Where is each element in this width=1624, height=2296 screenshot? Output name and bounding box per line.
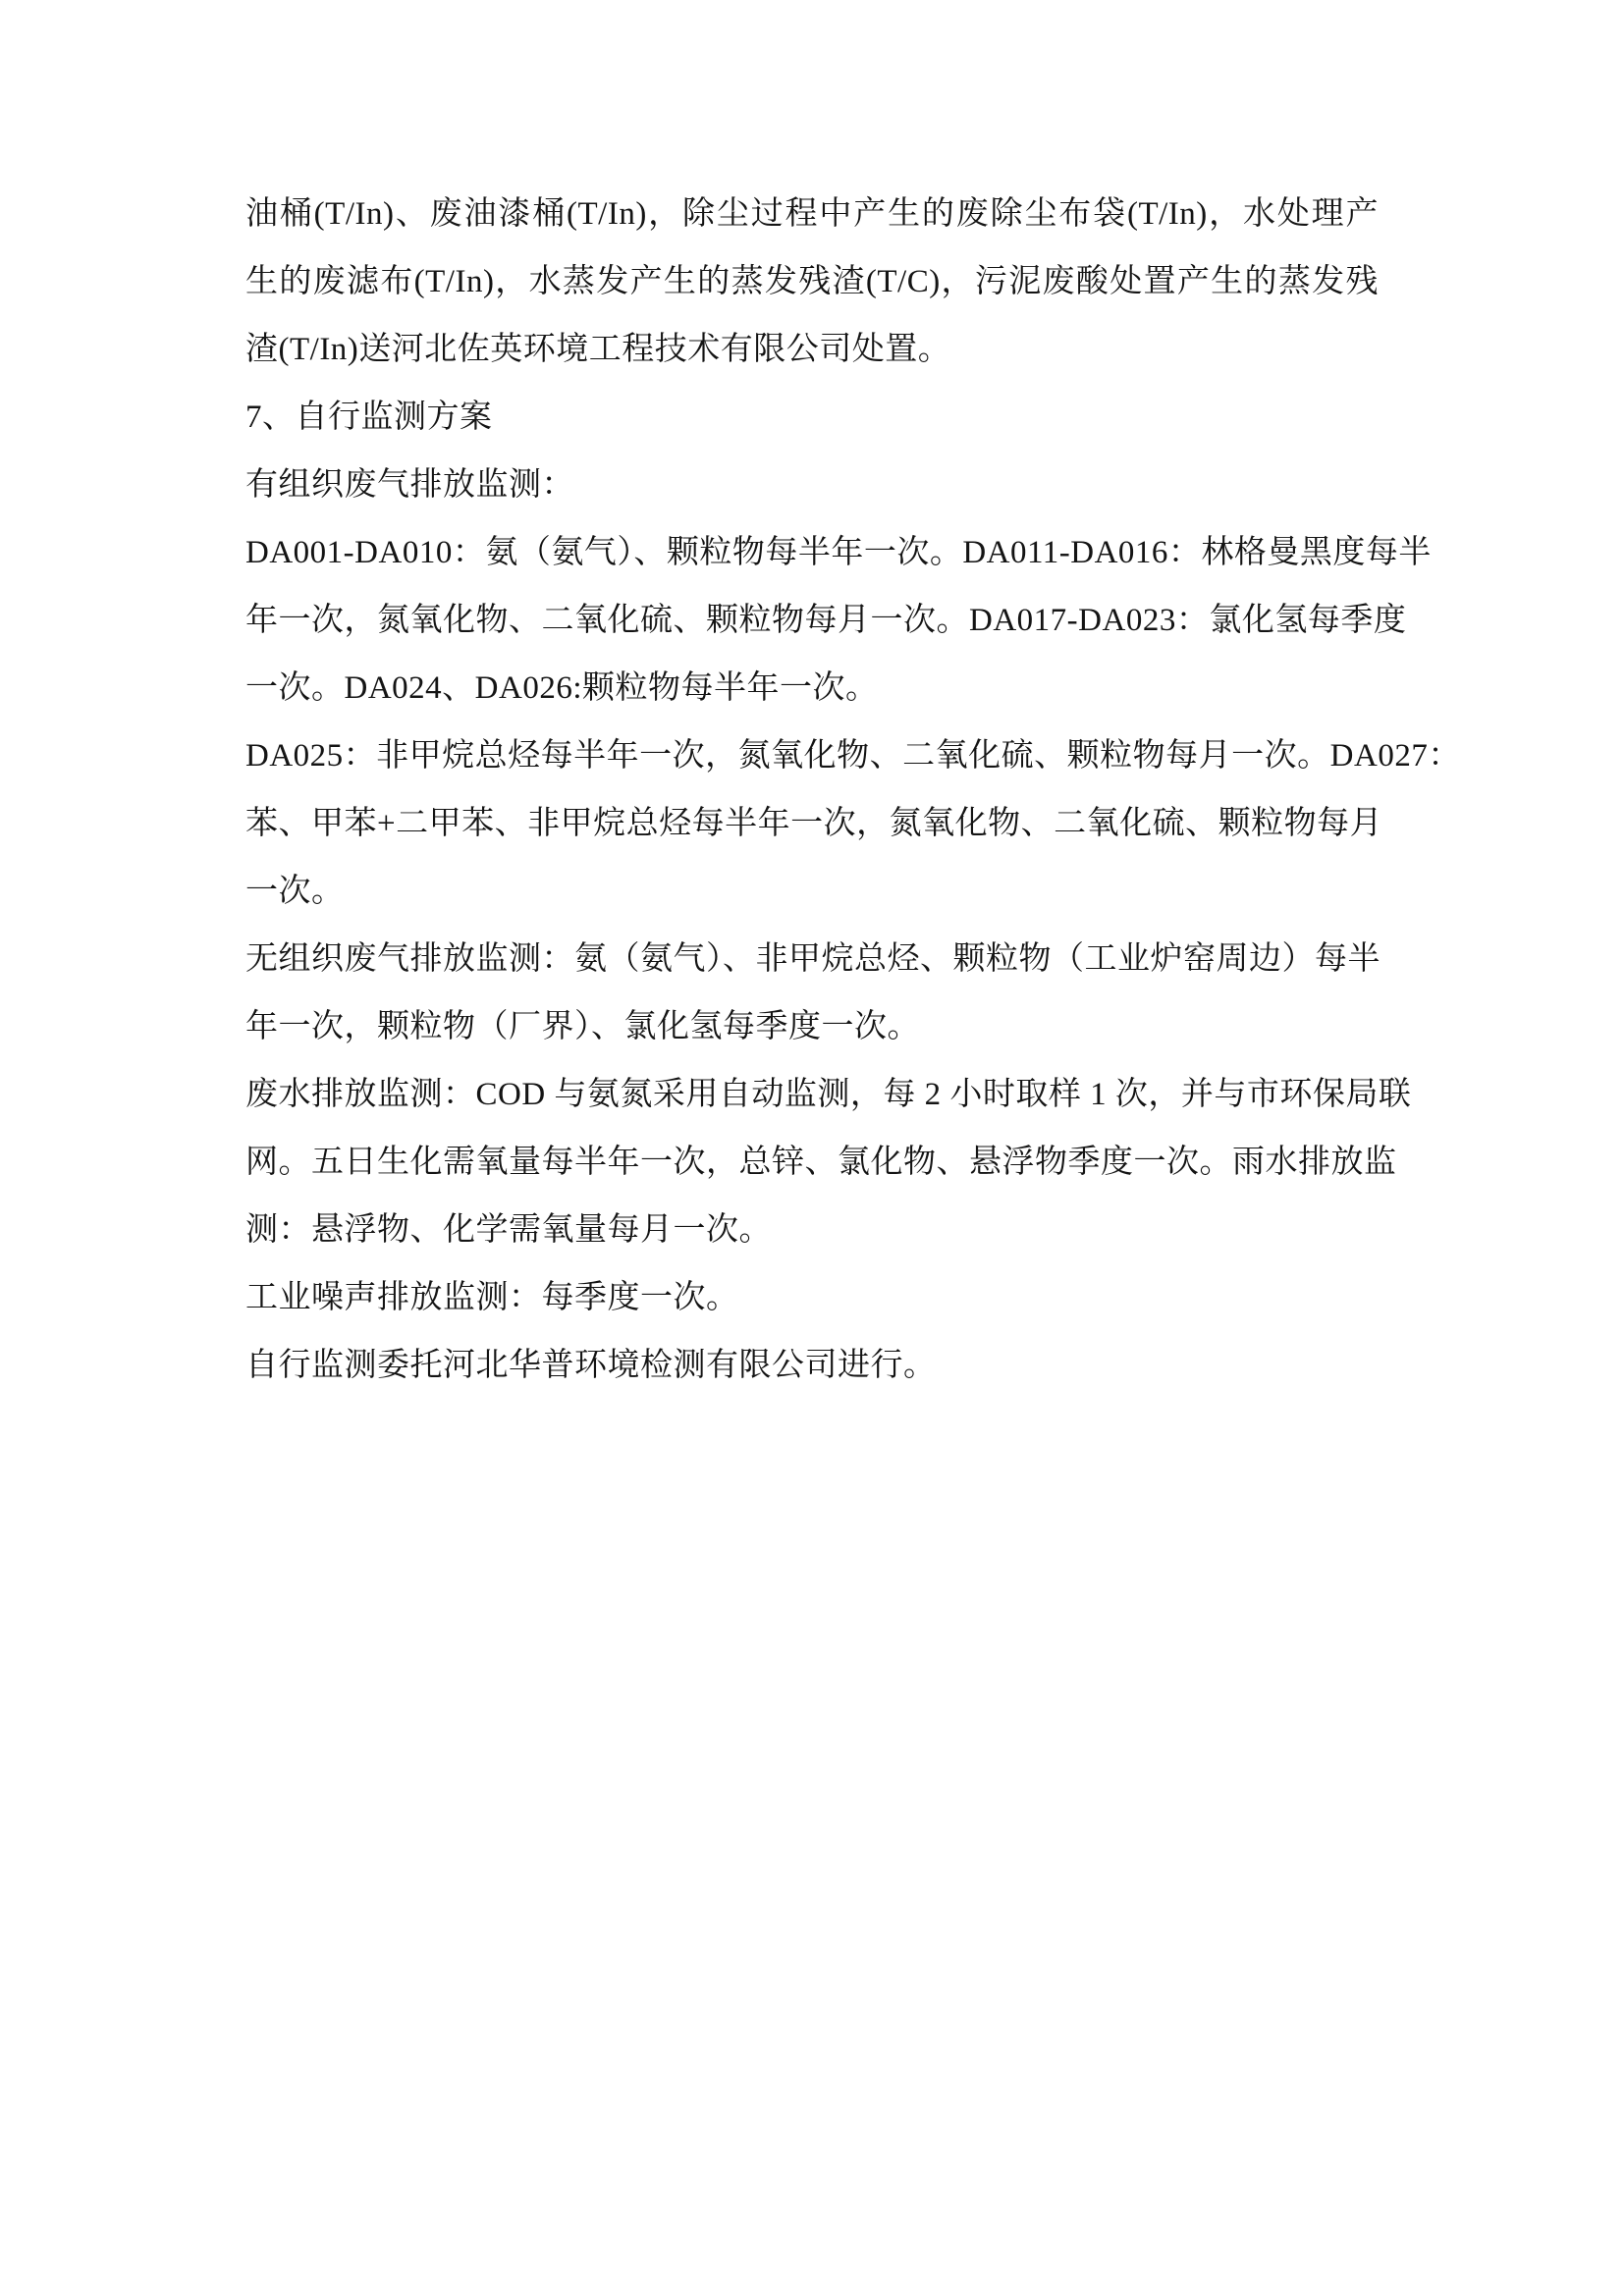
text-line: 测：悬浮物、化学需氧量每月一次。 xyxy=(245,1212,772,1248)
text-line: 渣(T/In)送河北佐英环境工程技术有限公司处置。 xyxy=(245,332,951,367)
text-line: 有组织废气排放监测： xyxy=(245,467,574,503)
text-line: 一次。DA024、DA026:颗粒物每半年一次。 xyxy=(245,670,879,706)
text-line: 工业噪声排放监测：每季度一次。 xyxy=(245,1280,739,1315)
text-line: 7、自行监测方案 xyxy=(245,400,493,435)
text-line: 废水排放监测：COD 与氨氮采用自动监测，每 2 小时取样 1 次，并与市环保局联 xyxy=(245,1077,1412,1112)
document-body xyxy=(245,181,1461,1400)
text-line: 苯、甲苯+二甲苯、非甲烷总烃每半年一次，氮氧化物、二氧化硫、颗粒物每月 xyxy=(245,806,1383,841)
text-line: 生的废滤布(T/In)，水蒸发产生的蒸发残渣(T/C)，污泥废酸处置产生的蒸发残 xyxy=(245,264,1379,299)
text-line: 一次。 xyxy=(245,874,345,909)
text-line: 网。五日生化需氧量每半年一次，总锌、氯化物、悬浮物季度一次。雨水排放监 xyxy=(245,1145,1397,1180)
text-line: 年一次，颗粒物（厂界）、氯化氢每季度一次。 xyxy=(245,1009,920,1044)
text-line: 自行监测委托河北华普环境检测有限公司进行。 xyxy=(245,1348,937,1383)
text-line: 无组织废气排放监测：氨（氨气）、非甲烷总烃、颗粒物（工业炉窑周边）每半 xyxy=(245,941,1380,977)
text-line: 油桶(T/In)、废油漆桶(T/In)，除尘过程中产生的废除尘布袋(T/In)，水处理产 xyxy=(245,196,1379,232)
text-line: 年一次，氮氧化物、二氧化硫、颗粒物每月一次。DA017-DA023：氯化氢每季度 xyxy=(245,603,1407,638)
text-line: DA001-DA010：氨（氨气）、颗粒物每半年一次。DA011-DA016：林格曼黑度每半 xyxy=(245,535,1432,570)
text-line: DA025：非甲烷总烃每半年一次，氮氧化物、二氧化硫、颗粒物每月一次。DA027： xyxy=(245,738,1461,774)
